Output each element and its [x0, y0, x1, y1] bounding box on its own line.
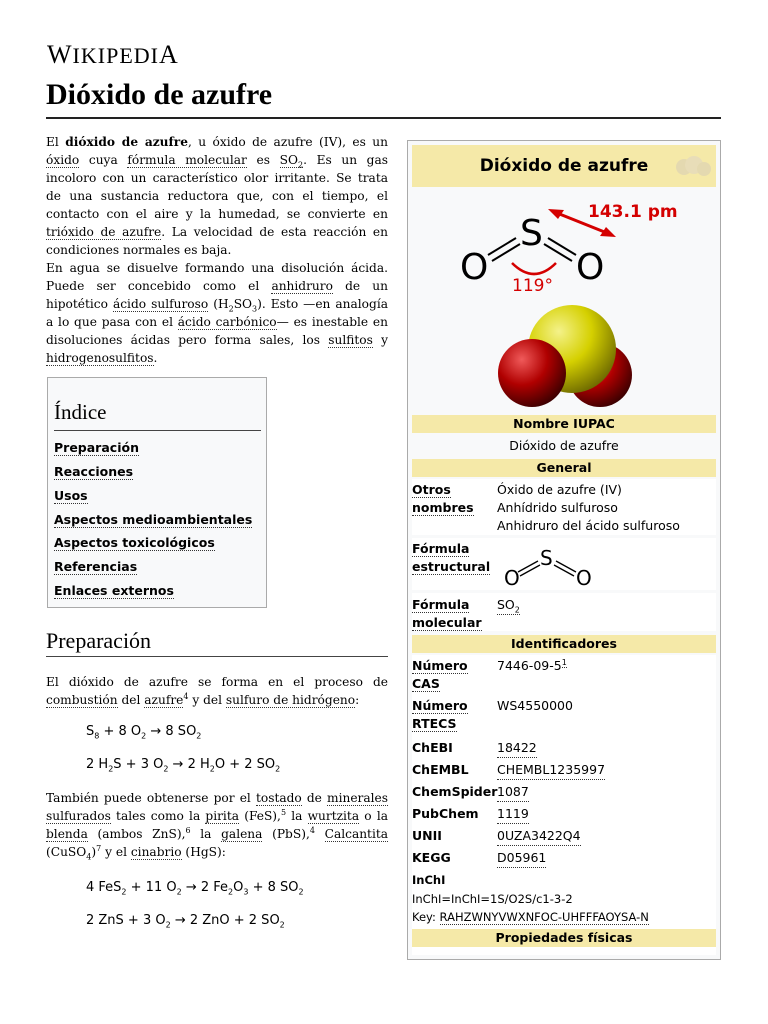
struct-atom-o-left: O: [504, 566, 520, 590]
section-divider: [46, 656, 388, 657]
space-filling-model: [412, 303, 716, 413]
formula-estructural-label: Fórmula estructural: [412, 541, 491, 574]
toc-item-aspectos-toxicologicos[interactable]: Aspectos toxicológicos: [54, 535, 215, 550]
equation-3: 4 FeS$_2$ + 11 $O_2 \to 2$ $Fe_2O_3 + 8$ $SO_2$: [86, 880, 304, 897]
link-azufre[interactable]: azufre: [144, 693, 184, 707]
iupac-header: Nombre IUPAC: [412, 415, 716, 433]
link-acido-sulfuroso[interactable]: ácido sulfuroso: [112, 297, 209, 311]
atom-o-right: O: [576, 247, 605, 288]
chemspider-label: ChemSpider: [412, 784, 498, 799]
toc-item-usos[interactable]: Usos: [54, 488, 88, 503]
atom-o-left: O: [460, 247, 489, 288]
pubchem-label: PubChem: [412, 806, 479, 821]
toc-item-reacciones[interactable]: Reacciones: [54, 464, 134, 479]
otros-nombres-2: Anhídrido sulfuroso: [497, 500, 618, 515]
link-blenda[interactable]: blenda: [46, 827, 88, 841]
rtecs-value: WS4550000: [497, 698, 573, 713]
unii-value[interactable]: 0UZA3422Q4: [497, 827, 581, 846]
toc-item-aspectos-medioambientales[interactable]: Aspectos medioambientales: [54, 512, 253, 527]
link-minerales-sulfurados[interactable]: minerales sulfurados: [46, 791, 388, 823]
lewis-structure-diagram: [412, 193, 716, 313]
kegg-label: KEGG: [412, 850, 451, 865]
angle-label: 119°: [512, 276, 553, 296]
atom-s: S: [520, 213, 543, 254]
toc-item-referencias[interactable]: Referencias: [54, 559, 138, 574]
otros-nombres-label: Otros nombres: [412, 482, 474, 515]
equation-1: $S_8 + 8$ $O_2 \to 8$ $SO_2$: [86, 724, 202, 741]
iupac-name: Dióxido de azufre: [509, 438, 619, 453]
link-so2[interactable]: $SO_2$: [279, 153, 304, 170]
ref-4[interactable]: 4: [183, 691, 189, 701]
table-of-contents: [47, 377, 267, 608]
link-tostado[interactable]: tostado: [255, 791, 302, 805]
wikipedia-wordmark[interactable]: WIKIPEDIA: [47, 40, 179, 69]
link-anhidruro[interactable]: anhidruro: [271, 279, 333, 293]
title-divider: [46, 117, 721, 119]
pubchem-value[interactable]: 1119: [497, 805, 529, 824]
sub-3: 3: [252, 304, 258, 314]
chembl-label: ChEMBL: [412, 762, 469, 777]
equation-4: 2 ZnS + 3 $O_2 \to 2$ ZnO + 2 $SO_2$: [86, 913, 285, 930]
cas-ref[interactable]: 1: [561, 657, 567, 667]
equation-2: 2 $H_2S + 3$ $O_2 \to 2$ $H_2O + 2$ $SO_2$: [86, 757, 281, 774]
link-trioxido-de-azufre[interactable]: trióxido de azufre: [46, 225, 162, 239]
toc-heading: Índice: [54, 400, 107, 424]
otros-nombres-1: Óxido de azufre (IV): [497, 482, 622, 497]
page-title: Dióxido de azufre: [46, 78, 273, 111]
struct-atom-s: S: [540, 546, 553, 570]
otros-nombres-3: Anhidruro del ácido sulfuroso: [497, 518, 680, 533]
link-galena[interactable]: galena: [221, 827, 263, 841]
inchi-value: InChI=InChI=1S/O2S/c1-3-2: [412, 892, 573, 906]
cas-value: $7446-09-5^1$: [497, 657, 567, 673]
kegg-value[interactable]: D05961: [497, 849, 546, 868]
link-combustion[interactable]: combustión: [46, 693, 118, 707]
inchi-label: InChI: [412, 873, 446, 887]
preparacion-paragraph-1: El dióxido de azufre se forma en el proceso de combustión del azufre$^4$ y del sulfuro de hidrógeno:: [46, 675, 388, 707]
unii-label: UNII: [412, 828, 442, 843]
bond-length-label: 143.1 pm: [588, 202, 678, 222]
sub-4: 4: [86, 852, 92, 862]
inchi-key-link[interactable]: RAHZWNYVWXNFOC-UHFFFAOYSA-N: [439, 910, 649, 924]
intro-paragraph: El dióxido de azufre, u óxido de azufre (IV), es un óxido cuya fórmula molecular es $SO_2$. Es un gas incoloro con un característico olor irritante. Se trata de una sustancia reductora que, con el tiempo, el contacto con el aire y la humedad, se convierte en trióxido de azufre. La velocidad de esta reacción en condiciones normales es baja. En agua se disuelve formando una disolución ácida. Puede ser concebido como el anhidruro de un hipotético ácido sulfuroso $(H_2SO_3)$. Esto —en analogía a lo que pasa con el ácido carbónico— es inestable en disoluciones ácidas pero forma sales, los sulfitos y hidrogenosulfitos.: [46, 135, 389, 365]
formula-molecular-value[interactable]: $SO_2$: [497, 597, 520, 615]
general-header: General: [412, 459, 716, 477]
link-cinabrio[interactable]: cinabrio: [130, 845, 182, 859]
section-heading-preparacion: Preparación: [46, 628, 152, 653]
toc-item-preparacion[interactable]: Preparación: [54, 440, 139, 455]
toc-item-enlaces-externos[interactable]: Enlaces externos: [54, 583, 174, 598]
link-hidrogenosulfitos[interactable]: hidrogenosulfitos: [46, 351, 154, 365]
toc-divider: [54, 430, 261, 431]
structural-formula-diagram: [502, 541, 612, 591]
molecule-thumbnail-icon: [670, 153, 714, 179]
struct-atom-o-right: O: [576, 566, 592, 590]
rtecs-label[interactable]: Número RTECS: [412, 698, 468, 731]
chemspider-value[interactable]: 1087: [497, 783, 529, 802]
preparacion-paragraph-2: También puede obtenerse por el tostado de minerales sulfurados tales como la pirita (FeS),$^5$ la wurtzita o la blenda (ambos ZnS),$^6$ la galena (PbS),$^4$ Calcantita (CuSO$_4$)$^7$ y el cinabrio (HgS):: [46, 791, 389, 862]
chebi-value[interactable]: 18422: [497, 739, 537, 758]
cas-label[interactable]: Número CAS: [412, 658, 468, 691]
chembl-value[interactable]: CHEMBL1235997: [497, 761, 605, 780]
identificadores-header: Identificadores: [412, 635, 716, 653]
formula-molecular-label: Fórmula molecular: [412, 597, 482, 630]
propiedades-fisicas-header: Propiedades físicas: [412, 929, 716, 947]
link-sulfitos[interactable]: sulfitos: [328, 333, 373, 347]
chebi-label: ChEBI: [412, 740, 453, 755]
link-sulfuro-de-hidrogeno[interactable]: sulfuro de hidrógeno: [225, 693, 356, 707]
inchi-key: Key: RAHZWNYVWXNFOC-UHFFFAOYSA-N: [412, 910, 649, 924]
link-oxido[interactable]: óxido: [46, 153, 80, 167]
link-acido-carbonico[interactable]: ácido carbónico: [177, 315, 277, 329]
link-pirita[interactable]: pirita: [205, 809, 239, 823]
link-calcantita[interactable]: Calcantita: [324, 827, 389, 841]
link-formula-molecular[interactable]: fórmula molecular: [127, 153, 247, 167]
infobox-title: Dióxido de azufre: [412, 145, 716, 187]
link-wurtzita[interactable]: wurtzita: [307, 809, 360, 823]
infobox: [407, 140, 721, 960]
